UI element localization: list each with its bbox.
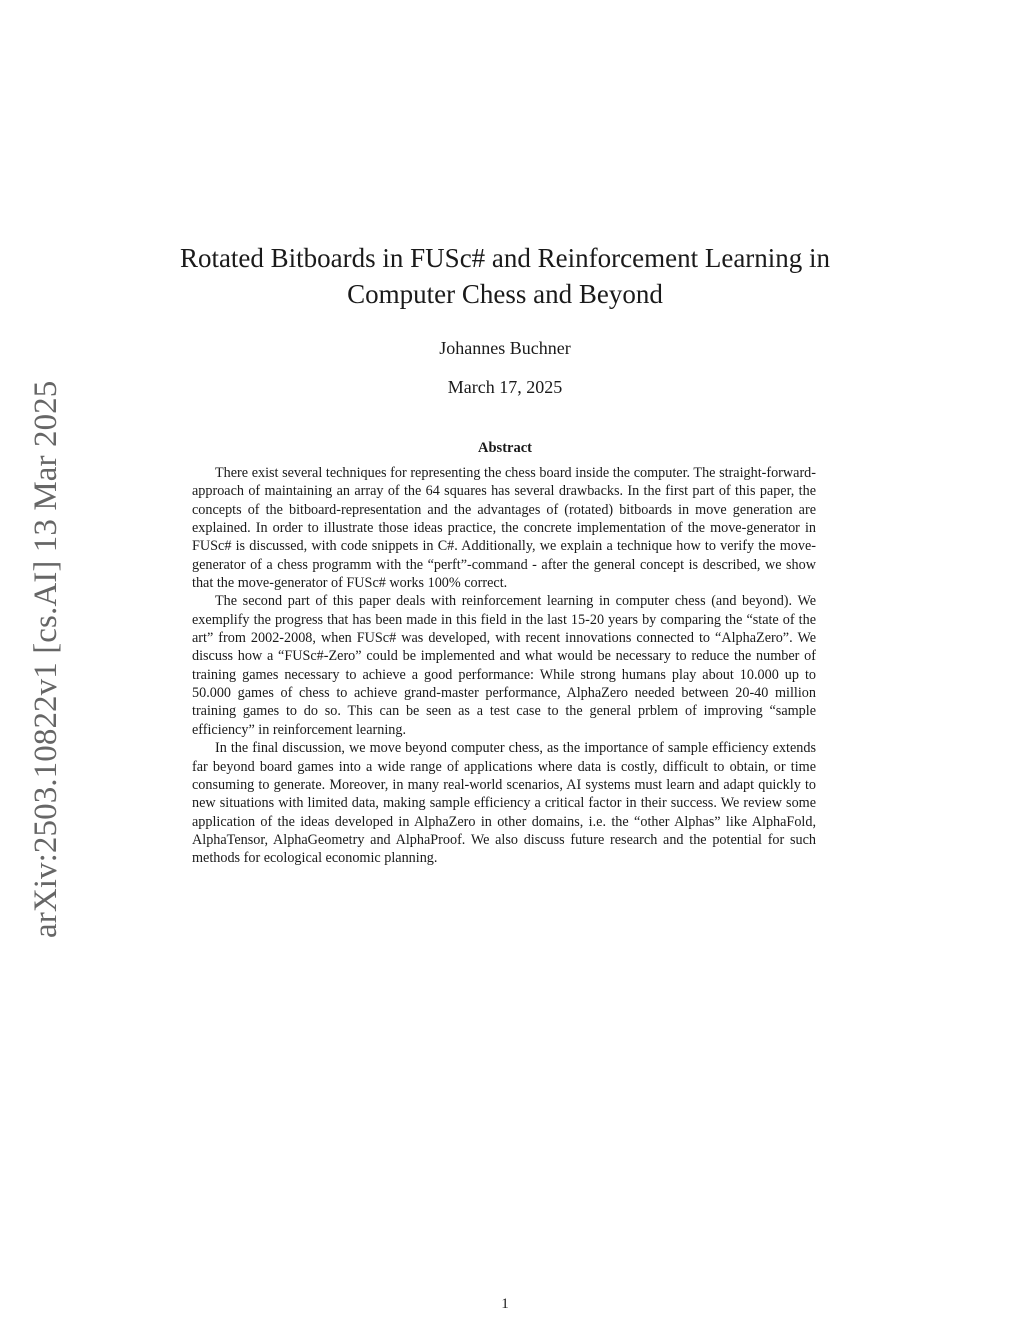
paper-title: Rotated Bitboards in FUSc# and Reinforcement Learning in Computer Chess and Beyond: [179, 243, 831, 309]
abstract-heading: Abstract: [478, 440, 532, 456]
arxiv-identifier: arXiv:2503.10822v1 [cs.AI] 13 Mar 2025: [28, 380, 64, 938]
author-name: Johannes Buchner: [439, 338, 571, 358]
abstract-paragraph: There exist several techniques for representing the chess board inside the computer. The straight-forward-approach of maintaining an array of the 64 squares has several drawbacks. In the first part of this paper, the concepts of the bitboard-representation and the advantages of (rotated) bitboards in move generation are explained. In order to illustrate those ideas practice, the concrete implementation of the move-generator in FUSc# is discussed, with code snippets in C#. Additionally, we explain a technique how to verify the move-generator of a chess programm with the “perft”-command - after the general concept is described, we show that the move-generator of FUSc# works 100% correct.: [192, 465, 816, 592]
abstract-paragraph: The second part of this paper deals with reinforcement learning in computer chess (and beyond). We exemplify the progress that has been made in this field in the last 15-20 years by comparing the “state of the art” from 2002-2008, when FUSc# was developed, with recent innovations connected to “AlphaZero”. We discuss how a “FUSc#-Zero” could be implemented and what would be necessary to reduce the number of training games necessary to achieve a good performance: While strong humans play about 10.000 up to 50.000 games of chess to achieve grand-master performance, AlphaZero needed between 20-40 million training games to do so. This can be seen as a test case to the general prblem of improving “sample efficiency” in reinforcement learning.: [192, 593, 816, 738]
abstract-body: [192, 464, 816, 868]
page-number: 1: [501, 1296, 509, 1312]
arxiv-identifier-margin: [22, 362, 70, 938]
publication-date: March 17, 2025: [447, 377, 563, 397]
abstract-paragraph: In the final discussion, we move beyond computer chess, as the importance of sample efficiency extends far beyond board games into a wide range of applications where data is costly, difficult to obtain, or time consuming to generate. Moreover, in many real-world scenarios, AI systems must learn and adapt quickly to new situations with limited data, making sample efficiency a critical factor in their success. We review some application of the ideas developed in AlphaZero in other domains, i.e. the “other Alphas” like AlphaFold, AlphaTensor, AlphaGeometry and AlphaProof. We also discuss future research and the potential for such methods for ecological economic planning.: [192, 740, 816, 867]
